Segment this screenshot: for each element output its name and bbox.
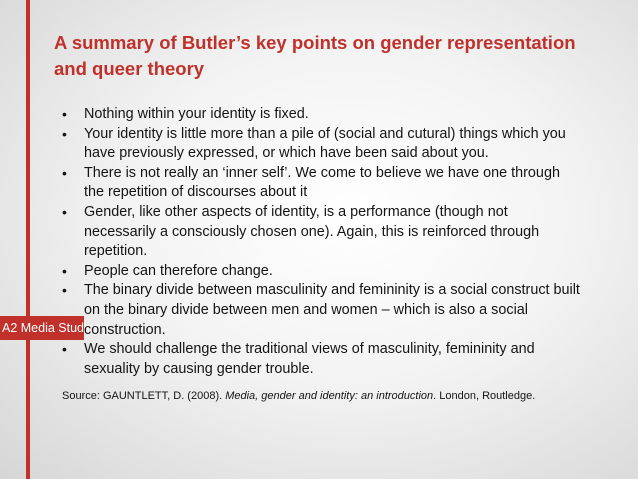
bullet-icon: • [62,203,67,220]
bullet-item [60,105,580,125]
bullet-item [60,281,580,340]
accent-bar [26,0,30,479]
bullet-text: Nothing within your identity is fixed. [84,106,309,122]
bullet-text: There is not really an ‘inner self’. We come to believe we have one through the repetition of discourses about it [84,164,560,201]
source-suffix: . London, Routledge. [433,390,536,402]
source-title: Media, gender and identity: an introduction [225,390,434,402]
bullet-icon: • [62,262,67,279]
bullet-list [60,105,580,379]
bullet-icon: • [62,341,67,358]
bullet-icon: • [62,282,67,299]
bullet-icon: • [62,106,67,122]
slide-title [54,30,614,82]
source-prefix: Source: GAUNTLETT, D. (2008). [62,390,226,402]
bullet-icon: • [62,164,67,181]
bullet-text: The binary divide between masculinity and femininity is a social construct built on the binary divide between men and women – which is also a social construction. [84,282,580,338]
source-citation [62,389,602,403]
side-label: A2 Media Studies [0,316,84,340]
bullet-text: We should challenge the traditional views of masculinity, femininity and sexuality by causing gender trouble. [84,341,535,377]
slide-title-line-1: A summary of Butler’s key points on gender representation [54,32,576,53]
bullet-item [60,125,580,164]
bullet-text: Your identity is little more than a pile of (social and cutural) things which you have previously expressed, or which have been said about you. [84,125,566,162]
bullet-text: People can therefore change. [84,262,273,279]
bullet-icon: • [62,125,67,142]
bullet-item [60,164,580,203]
bullet-item [60,203,580,262]
slide-title-line-2: and queer theory [54,58,205,79]
bullet-text: Gender, like other aspects of identity, is a performance (though not necessarily a consciously chosen one). Again, this is reinforced through repetition. [84,203,540,260]
bullet-item [60,262,580,282]
bullet-item [60,340,580,379]
